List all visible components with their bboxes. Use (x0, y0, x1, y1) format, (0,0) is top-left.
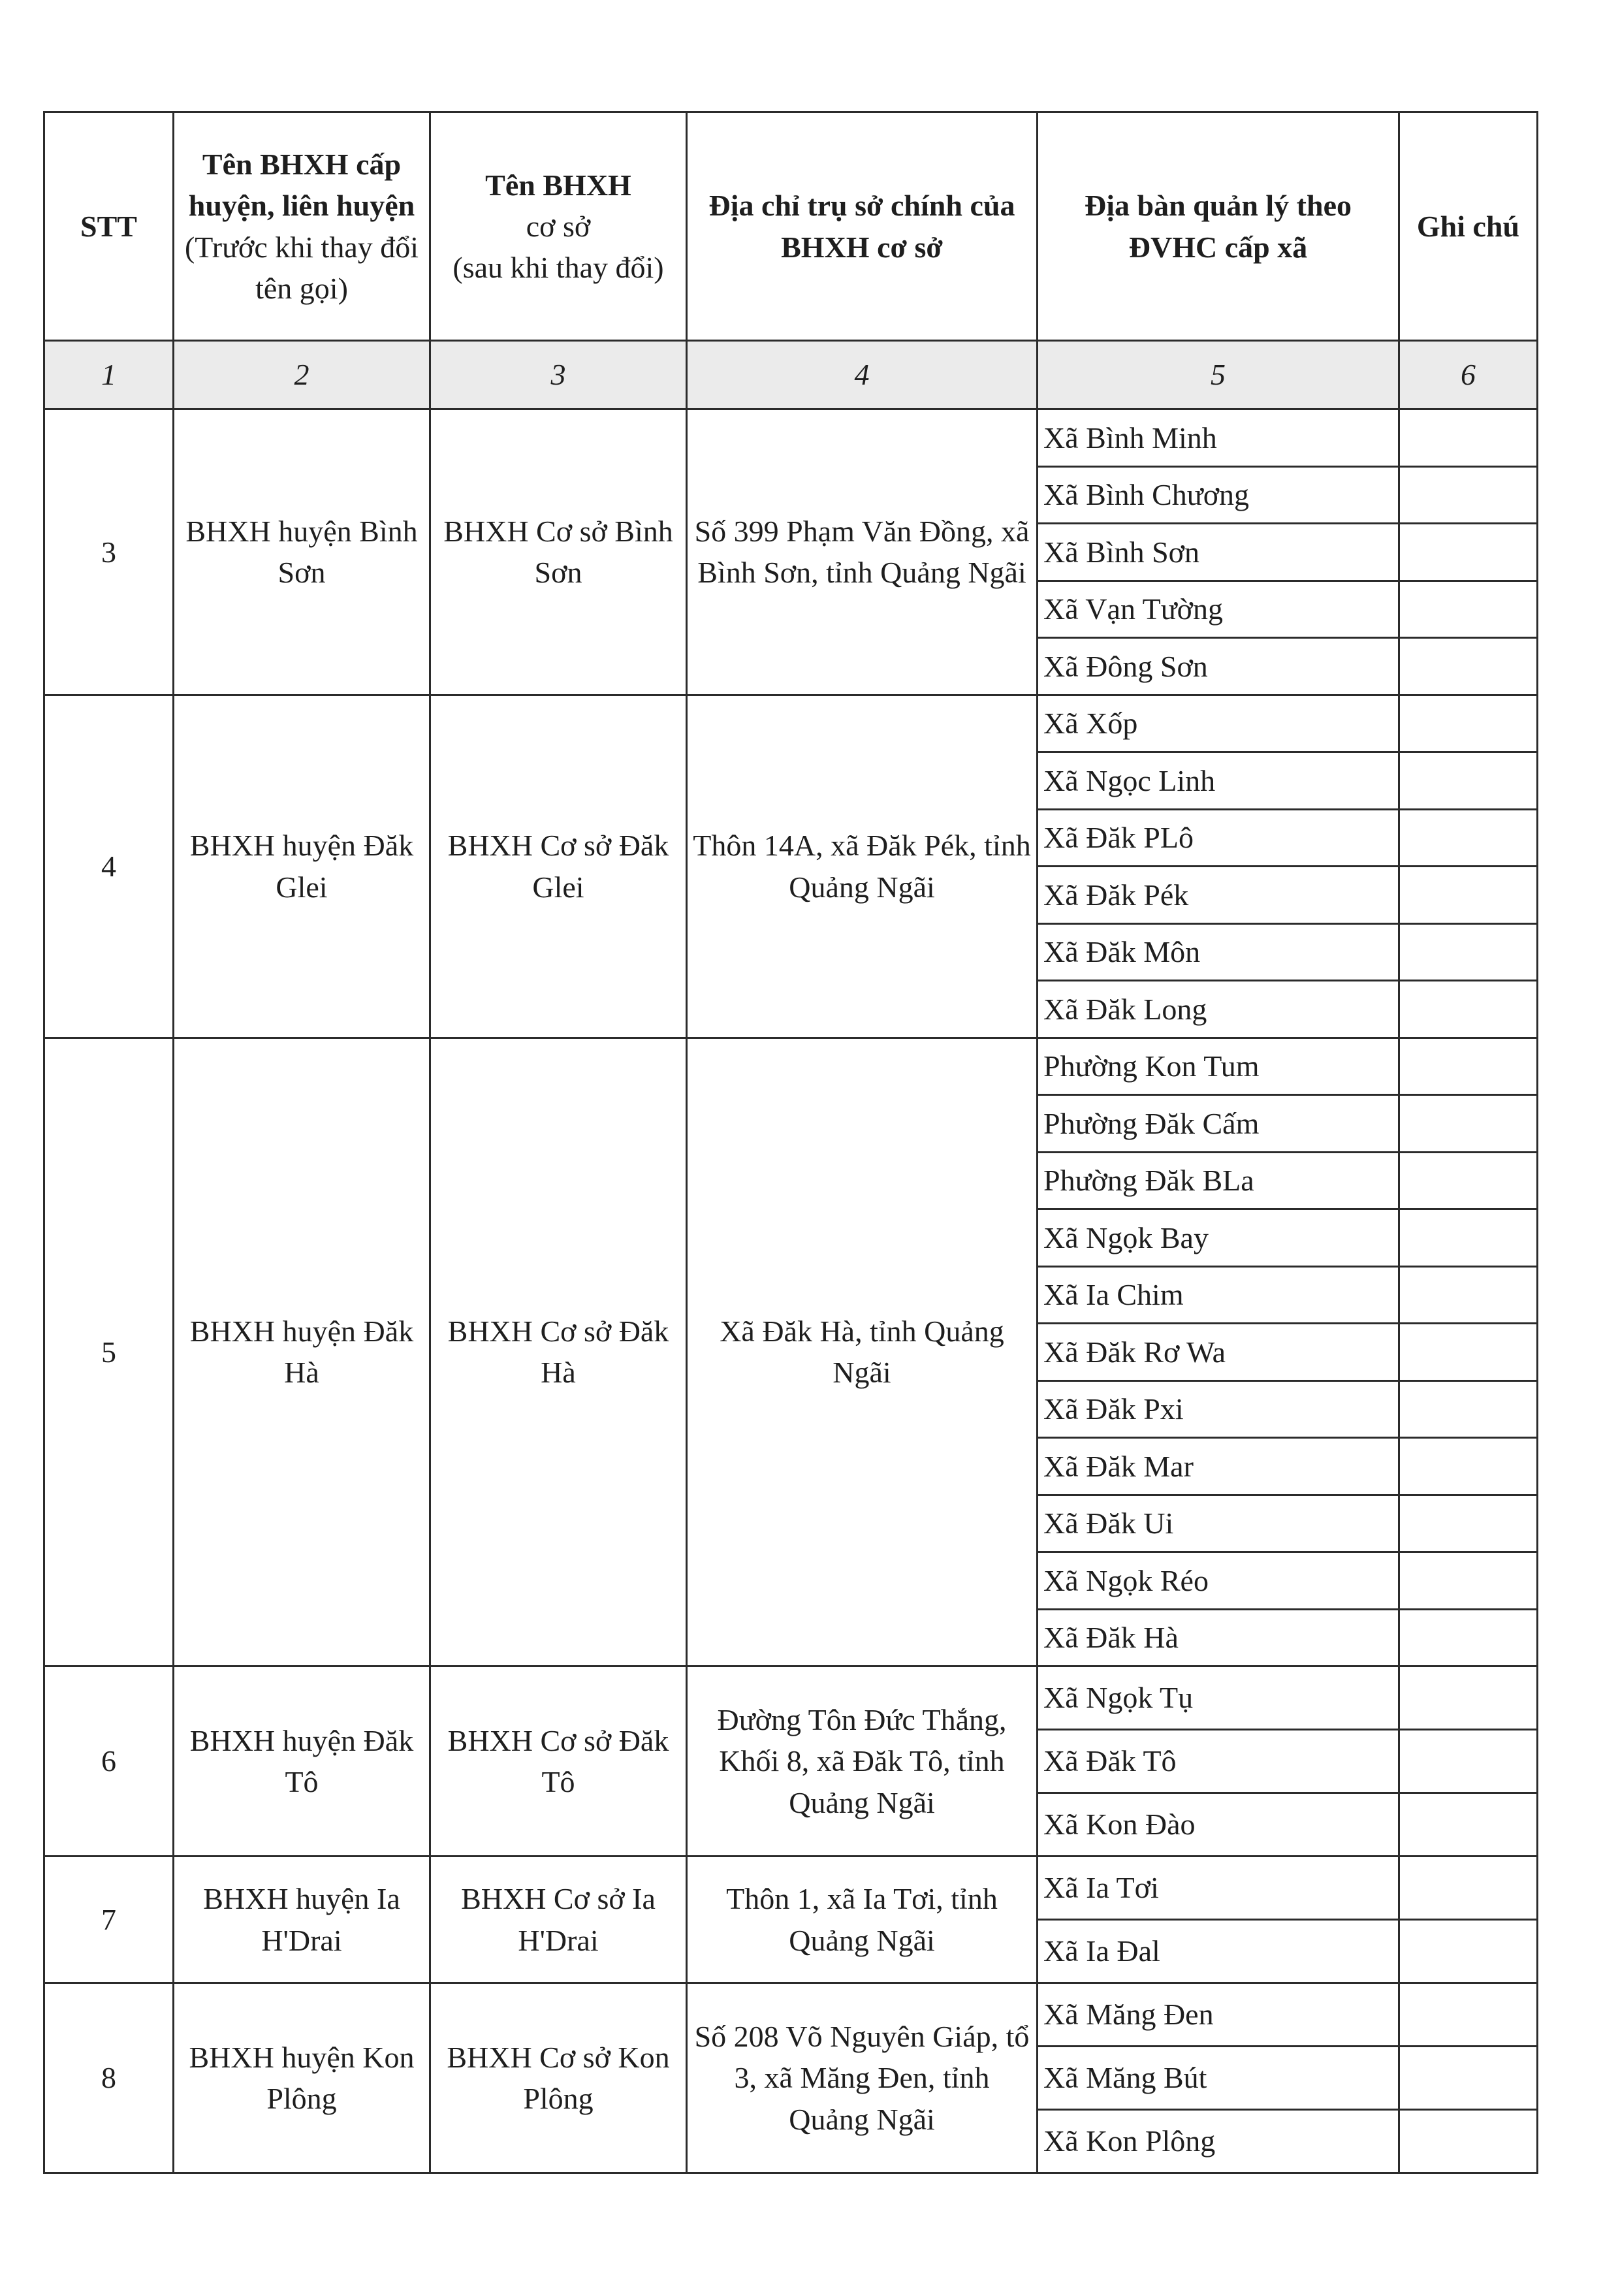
commune-name: Phường Đăk BLa (1038, 1152, 1399, 1209)
note-cell (1399, 695, 1538, 752)
old-agency-name: BHXH huyện Đăk Hà (174, 1038, 430, 1666)
agency-address: Đường Tôn Đức Thắng, Khối 8, xã Đăk Tô, tỉnh Quảng Ngãi (687, 1666, 1038, 1857)
old-agency-name: BHXH huyện Ia H'Drai (174, 1857, 430, 1983)
commune-name: Xã Đăk Long (1038, 981, 1399, 1038)
old-agency-name: BHXH huyện Bình Sơn (174, 409, 430, 695)
table-row (44, 1038, 1538, 1095)
column-number: 3 (430, 341, 687, 409)
note-cell (1399, 1438, 1538, 1495)
commune-name: Phường Kon Tum (1038, 1038, 1399, 1095)
note-cell (1399, 2047, 1538, 2110)
new-agency-name: BHXH Cơ sở Kon Plông (430, 1983, 687, 2173)
commune-name: Xã Măng Bút (1038, 2047, 1399, 2110)
note-cell (1399, 1095, 1538, 1153)
row-stt: 8 (44, 1983, 174, 2173)
note-cell (1399, 809, 1538, 867)
commune-name: Xã Bình Sơn (1038, 524, 1399, 581)
commune-name: Xã Ngọk Bay (1038, 1209, 1399, 1267)
commune-name: Xã Bình Minh (1038, 409, 1399, 467)
header-notes: Ghi chú (1399, 112, 1538, 341)
old-agency-name: BHXH huyện Đăk Tô (174, 1666, 430, 1857)
note-cell (1399, 867, 1538, 924)
note-cell (1399, 638, 1538, 695)
old-agency-name: BHXH huyện Kon Plông (174, 1983, 430, 2173)
note-cell (1399, 1038, 1538, 1095)
column-number: 1 (44, 341, 174, 409)
column-number: 4 (687, 341, 1038, 409)
row-stt: 3 (44, 409, 174, 695)
table-row (44, 1983, 1538, 2047)
header-new-name-note: (sau khi thay đổi) (452, 251, 664, 284)
commune-name: Xã Ia Đal (1038, 1920, 1399, 1983)
old-agency-name: BHXH huyện Đăk Glei (174, 695, 430, 1038)
row-stt: 6 (44, 1666, 174, 1857)
header-old-name-title: Tên BHXH cấp huyện, liên huyện (188, 148, 415, 223)
commune-name: Xã Vạn Tường (1038, 581, 1399, 638)
header-new-name-sub: cơ sở (526, 209, 591, 243)
note-cell (1399, 1152, 1538, 1209)
commune-name: Xã Kon Plông (1038, 2110, 1399, 2173)
note-cell (1399, 1495, 1538, 1552)
note-cell (1399, 1324, 1538, 1381)
agency-address: Thôn 1, xã Ia Tơi, tỉnh Quảng Ngãi (687, 1857, 1038, 1983)
note-cell (1399, 466, 1538, 524)
commune-name: Phường Đăk Cấm (1038, 1095, 1399, 1153)
note-cell (1399, 1380, 1538, 1438)
note-cell (1399, 1983, 1538, 2047)
new-agency-name: BHXH Cơ sở Đăk Tô (430, 1666, 687, 1857)
new-agency-name: BHXH Cơ sở Bình Sơn (430, 409, 687, 695)
table-row (44, 409, 1538, 467)
note-cell (1399, 1209, 1538, 1267)
note-cell (1399, 1609, 1538, 1666)
commune-name: Xã Đăk Tô (1038, 1730, 1399, 1793)
note-cell (1399, 524, 1538, 581)
agency-address: Số 399 Phạm Văn Đồng, xã Bình Sơn, tỉnh Quảng Ngãi (687, 409, 1038, 695)
new-agency-name: BHXH Cơ sở Ia H'Drai (430, 1857, 687, 1983)
commune-name: Xã Đăk Môn (1038, 923, 1399, 981)
note-cell (1399, 752, 1538, 810)
commune-name: Xã Ia Tơi (1038, 1857, 1399, 1920)
new-agency-name: BHXH Cơ sở Đăk Glei (430, 695, 687, 1038)
header-new-name (430, 112, 687, 341)
note-cell (1399, 581, 1538, 638)
column-number: 5 (1038, 341, 1399, 409)
note-cell (1399, 1552, 1538, 1610)
commune-name: Xã Ngọc Linh (1038, 752, 1399, 810)
commune-name: Xã Kon Đào (1038, 1793, 1399, 1857)
header-old-name-note: (Trước khi thay đổi tên gọi) (184, 230, 419, 305)
commune-name: Xã Đăk Pxi (1038, 1380, 1399, 1438)
commune-name: Xã Ngọk Réo (1038, 1552, 1399, 1610)
commune-name: Xã Măng Đen (1038, 1983, 1399, 2047)
commune-name: Xã Đăk Rơ Wa (1038, 1324, 1399, 1381)
header-stt: STT (44, 112, 174, 341)
column-number: 6 (1399, 341, 1538, 409)
note-cell (1399, 923, 1538, 981)
note-cell (1399, 981, 1538, 1038)
commune-name: Xã Ngọk Tụ (1038, 1666, 1399, 1730)
note-cell (1399, 1666, 1538, 1730)
note-cell (1399, 1793, 1538, 1857)
agency-commune-table (43, 111, 1538, 2174)
commune-name: Xã Đăk Ui (1038, 1495, 1399, 1552)
column-number: 2 (174, 341, 430, 409)
column-number-row (44, 341, 1538, 409)
header-old-name (174, 112, 430, 341)
commune-name: Xã Đăk Mar (1038, 1438, 1399, 1495)
note-cell (1399, 1920, 1538, 1983)
commune-name: Xã Xốp (1038, 695, 1399, 752)
table-row (44, 695, 1538, 752)
row-stt: 5 (44, 1038, 174, 1666)
table-row (44, 1666, 1538, 1730)
agency-address: Xã Đăk Hà, tỉnh Quảng Ngãi (687, 1038, 1038, 1666)
header-address: Địa chỉ trụ sở chính của BHXH cơ sở (687, 112, 1038, 341)
commune-name: Xã Ia Chim (1038, 1266, 1399, 1324)
note-cell (1399, 409, 1538, 467)
note-cell (1399, 1730, 1538, 1793)
header-row (44, 112, 1538, 341)
row-stt: 4 (44, 695, 174, 1038)
header-new-name-title: Tên BHXH (485, 168, 631, 202)
header-communes: Địa bàn quản lý theo ĐVHC cấp xã (1038, 112, 1399, 341)
commune-name: Xã Đăk Hà (1038, 1609, 1399, 1666)
agency-address: Số 208 Võ Nguyên Giáp, tổ 3, xã Măng Đen, tỉnh Quảng Ngãi (687, 1983, 1038, 2173)
note-cell (1399, 2110, 1538, 2173)
agency-address: Thôn 14A, xã Đăk Pék, tỉnh Quảng Ngãi (687, 695, 1038, 1038)
note-cell (1399, 1857, 1538, 1920)
commune-name: Xã Bình Chương (1038, 466, 1399, 524)
commune-name: Xã Đăk PLô (1038, 809, 1399, 867)
commune-name: Xã Đông Sơn (1038, 638, 1399, 695)
table-row (44, 1857, 1538, 1920)
commune-name: Xã Đăk Pék (1038, 867, 1399, 924)
row-stt: 7 (44, 1857, 174, 1983)
note-cell (1399, 1266, 1538, 1324)
new-agency-name: BHXH Cơ sở Đăk Hà (430, 1038, 687, 1666)
